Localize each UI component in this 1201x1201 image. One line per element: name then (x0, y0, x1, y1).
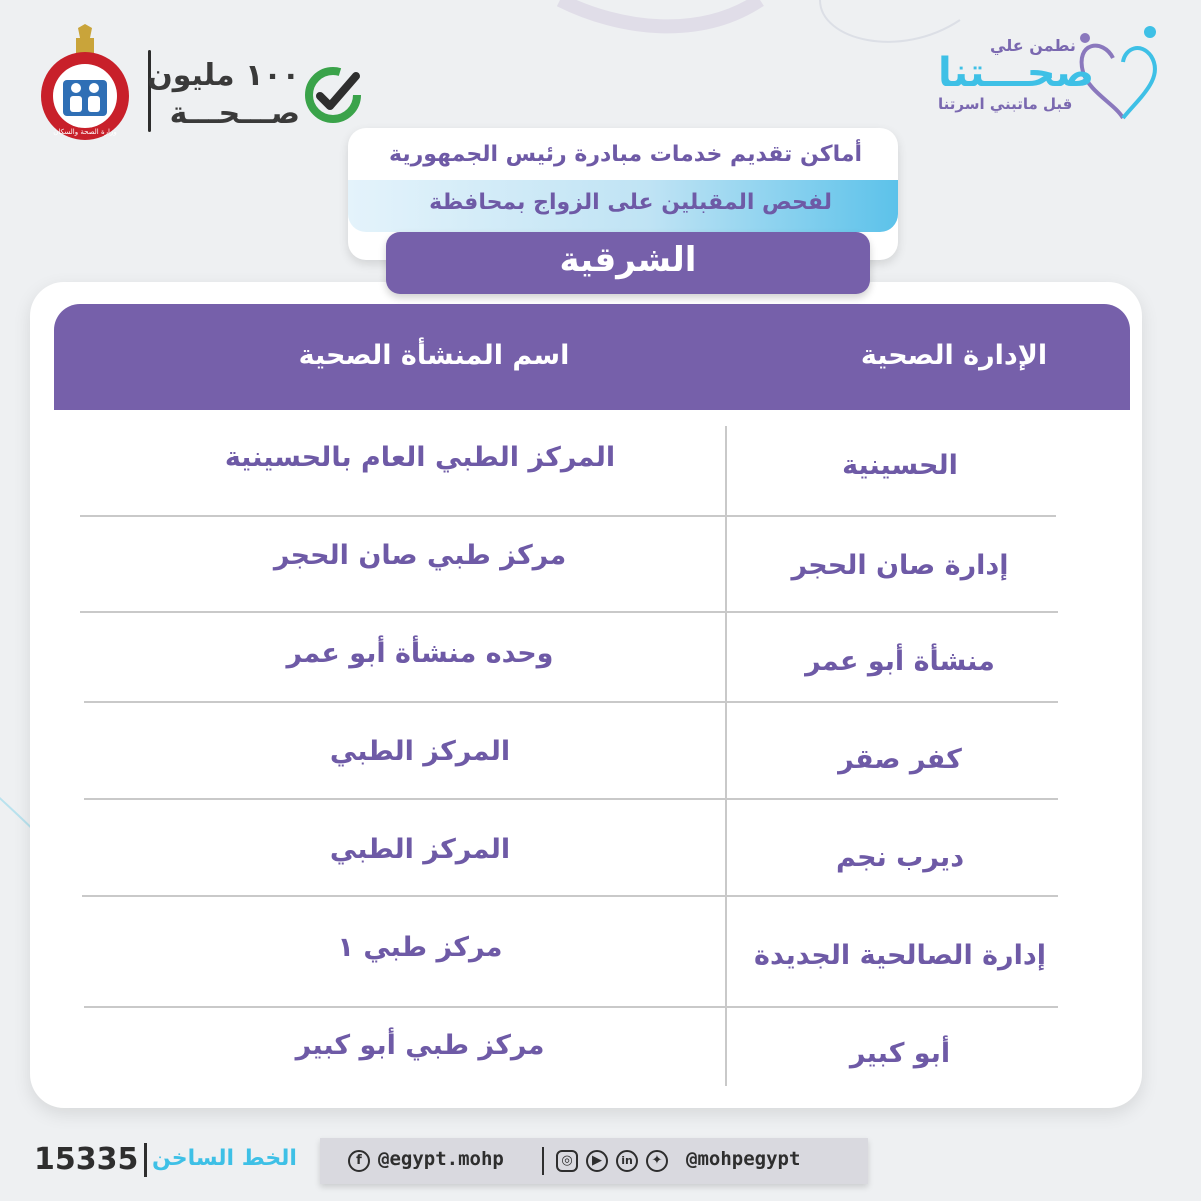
facebook-icon[interactable]: f (348, 1150, 370, 1172)
hotline-separator (144, 1143, 147, 1177)
column-divider (725, 426, 727, 1086)
table-header (54, 304, 1130, 410)
table-row-admin: أبو كبير (849, 1038, 951, 1069)
hotline-number: 15335 (34, 1142, 139, 1177)
ministry-health-logo (30, 22, 140, 142)
social-separator (542, 1147, 544, 1175)
row-separator (80, 515, 1056, 517)
header-admin: الإدارة الصحية (860, 340, 1048, 371)
moh-logo-text: وزارة الصحة والسكان (53, 128, 117, 136)
row-separator (80, 611, 1058, 613)
table-row-admin: كفر صقر (838, 744, 962, 775)
row-separator (84, 798, 1058, 800)
table-row-facility: وحده منشأة أبو عمر (286, 638, 554, 669)
title-line1: أماكن تقديم خدمات مبادرة رئيس الجمهورية (389, 142, 862, 167)
title-line2: لفحص المقبلين على الزواج بمحافظة (429, 190, 832, 215)
table-row-facility: المركز الطبي (329, 736, 511, 767)
table-row-facility: المركز الطبي العام بالحسينية (224, 442, 616, 473)
governorate-name: الشرقية (559, 240, 697, 280)
row-separator (84, 1006, 1058, 1008)
table-row-admin: الحسينية (842, 450, 958, 481)
sehatna-tagline-top: نطمن علي (990, 36, 1076, 55)
facilities-table (30, 282, 1142, 1108)
table-row-admin: إدارة الصالحية الجديدة (754, 940, 1046, 971)
hundred-million-line2: صـــحـــة (169, 96, 300, 131)
header-facility: اسم المنشأة الصحية (298, 340, 570, 371)
sehatna-wordmark: صحـــتنا (938, 50, 1095, 96)
row-separator (84, 701, 1058, 703)
hotline-label: الخط الساخن (152, 1146, 297, 1171)
twitter-icon[interactable]: ✦ (646, 1150, 668, 1172)
social-bar (320, 1138, 868, 1184)
linkedin-icon[interactable]: in (616, 1150, 638, 1172)
check-icon (300, 62, 366, 128)
sehatna-tagline-bottom: قبل ماتبني اسرتنا (938, 95, 1073, 113)
table-row-facility: مركز طبي أبو كبير (295, 1030, 545, 1061)
table-row-facility: المركز الطبي (329, 834, 511, 865)
social-handle[interactable]: @mohpegypt (686, 1148, 801, 1170)
table-row-facility: مركز طبي ١ (337, 932, 503, 963)
governorate-box (386, 232, 870, 294)
title-line2-bar (348, 180, 898, 232)
table-row-admin: إدارة صان الحجر (791, 550, 1009, 581)
hundred-million-line1: ١٠٠ مليون (147, 58, 300, 93)
table-row-admin: منشأة أبو عمر (805, 646, 995, 677)
table-row-facility: مركز طبي صان الحجر (273, 540, 567, 571)
youtube-icon[interactable]: ▶ (586, 1150, 608, 1172)
facebook-handle[interactable]: @egypt.mohp (378, 1148, 504, 1170)
table-row-admin: ديرب نجم (835, 842, 965, 873)
instagram-icon[interactable]: ◎ (556, 1150, 578, 1172)
row-separator (82, 895, 1058, 897)
